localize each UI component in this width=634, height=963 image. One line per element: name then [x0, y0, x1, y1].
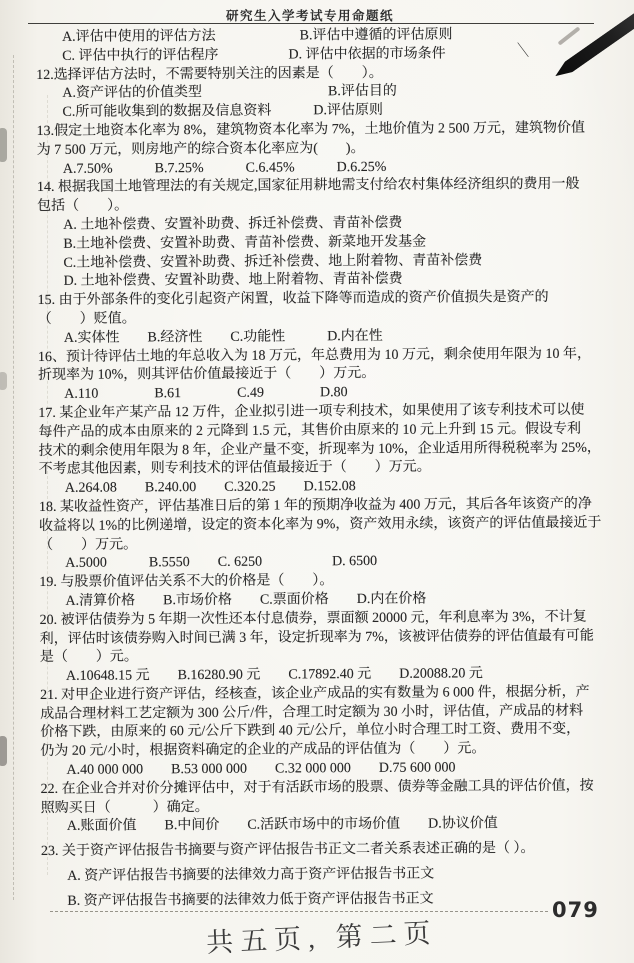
text-line: 16、预计待评估土地的年总收入为 18 万元，年总费用为 10 万元，剩余使用年限为 10 年，: [37, 346, 592, 365]
text-line: 22. 在企业合并对价分摊评估中，对于有活跃市场的股票、债券等金融工具的评估价值，按: [40, 778, 594, 797]
scan-artifact: [0, 128, 7, 162]
text-line: B.土地补偿费、安置补助费、青苗补偿费、新菜地开发基金: [63, 234, 427, 252]
text-line: 21. 对甲企业进行资产评估，经核查，该企业产成品的实有数量为 6 000 件，根据分析，产: [40, 684, 590, 703]
text-line: B. 资产评估报告书摘要的法律效力低于资产评估报告书正文: [67, 891, 434, 909]
text-line: A.清算价格 B.市场价格 C.票面价格 D.内在价格: [65, 591, 427, 609]
pen-tick-mark: ＼: [514, 43, 531, 60]
text-line: A. 土地补偿费、安置补助费、拆迁补偿费、青苗补偿费: [63, 215, 403, 233]
text-line: A.实体性 B.经济性 C.功能性 D.内在性: [63, 328, 383, 346]
text-line: C.土地补偿费、安置补助费、拆迁补偿费、地上附着物、青苗补偿费: [63, 252, 483, 271]
text-line: A.5000 B.5550 C. 6250 D. 6500: [65, 554, 378, 572]
text-line: 技术的剩余使用年限为 8 年，企业产量不变，折现率为 10%，企业适用所得税税率为 25%，: [38, 440, 601, 459]
text-line: 是（ ）元。: [39, 649, 138, 666]
text-line: 不考虑其他因素，则专利技术的评估值最接近于（ ）万元。: [38, 459, 431, 478]
text-line: 照购买日（ ）确定。: [40, 799, 209, 816]
text-line: 仍为 20 元/小时，根据资料确定的企业的产成品的评估值为（ ）元。: [40, 741, 486, 760]
text-line: A.7.50% B.7.25% C.6.45% D.6.25%: [62, 159, 387, 177]
text-line: A.资产评估的价值类型 B.评估目的: [62, 84, 397, 102]
handwritten-note: 共五页, 第二页: [205, 917, 439, 959]
text-line: 19. 与股票价值评估关系不大的价格是（ ）。: [39, 573, 334, 591]
text-line: 23. 关于资产评估报告书摘要与资产评估报告书正文二者关系表述正确的是（ ）。: [40, 841, 535, 860]
text-line: 17. 某企业年产某产品 12 万件，企业拟引进一项专利技术，如果使用了该专利技术可以使: [38, 402, 585, 421]
text-line: 20. 被评估债券为 5 年期一次性还本付息债券，票面额 20000 元，年利息率为 3%，不计复: [39, 609, 587, 628]
text-line: 利，评估时该债券购入时间已满 3 年，设定折现率为 7%，该被评估债券的评估值最有可能: [39, 628, 594, 647]
text-line: 每件产品的成本由原来的 2 元降到 1.5 元，其售价由原来的 10 元上升到 15 元。假设专利: [38, 421, 581, 440]
text-line: 13.假定土地资本化率为 8%，建筑物资本化率为 7%，土地价值为 2 500 万元，建筑物价值: [36, 120, 585, 139]
text-line: 收益将以 1%的比例递增，设定的资本化率为 9%，资产效用永续，该资产的评估值最接近于: [38, 515, 602, 534]
header-divider: [28, 23, 594, 24]
text-line: 折现率为 10%，则其评估价值最接近于（ ）万元。: [38, 366, 376, 384]
text-line: 为 7 500 万元，则房地产的综合资本化率应为( )。: [36, 140, 365, 158]
text-line: A.264.08 B.240.00 C.320.25 D.152.08: [64, 479, 356, 496]
text-line: A.评估中使用的评估方法 B.评估中遵循的评估原则: [62, 27, 453, 45]
text-line: 14. 根据我国土地管理法的有关规定,国家征用耕地需支付给农村集体经济组织的费用一般: [36, 177, 580, 196]
page-header-title: 研究生入学考试专用命题纸: [225, 9, 394, 23]
text-line: A.40 000 000 B.53 000 000 C.32 000 000 D.75 600 000: [66, 760, 456, 778]
scan-artifact: [0, 736, 7, 766]
text-line: （ ）万元。: [39, 536, 138, 553]
text-line: （ ）贬值。: [37, 311, 136, 327]
text-line: 价格下跌，由原来的 60 元/公斤下跌到 40 元/公斤，单位小时合理工时工资、费用不变，: [40, 722, 581, 741]
text-line: A.110 B.61 C.49 D.80: [64, 385, 348, 402]
scan-artifact: [0, 372, 7, 390]
text-line: A.10648.15 元 B.16280.90 元 C.17892.40 元 D.20088.20 元: [65, 666, 483, 684]
text-line: D. 土地补偿费、安置补助费、地上附着物、青苗补偿费: [63, 272, 403, 290]
binding-mark-line: [13, 55, 14, 900]
text-line: 包括（ ）。: [37, 198, 129, 215]
text-line: 18. 某收益性资产，评估基准日后的第 1 年的预期净收益为 400 万元，其后各年该资产的净: [38, 496, 592, 515]
page-number: 079: [552, 898, 599, 922]
document-body: [36, 25, 625, 911]
text-line: A. 资产评估报告书摘要的法律效力高于资产评估报告书正文: [67, 866, 435, 884]
footer-divider: [50, 911, 548, 912]
text-line: C. 评估中执行的评估程序 D. 评估中依据的市场条件: [62, 46, 446, 64]
text-line: 成品合理材料工艺定额为 300 公斤/件，合理工时定额为 30 小时，评估值，产成品的材料: [40, 703, 584, 722]
text-line: A.账面价值 B.中间价 C.活跃市场中的市场价值 D.协议价值: [66, 816, 498, 835]
text-line: 15. 由于外部条件的变化引起资产闲置，收益下降等而造成的资产价值损失是资产的: [37, 290, 549, 309]
text-line: C.所可能收集到的数据及信息资料 D.评估原则: [62, 103, 384, 121]
text-line: 12.选择评估方法时，不需要特别关注的因素是（ ）。: [36, 65, 383, 83]
